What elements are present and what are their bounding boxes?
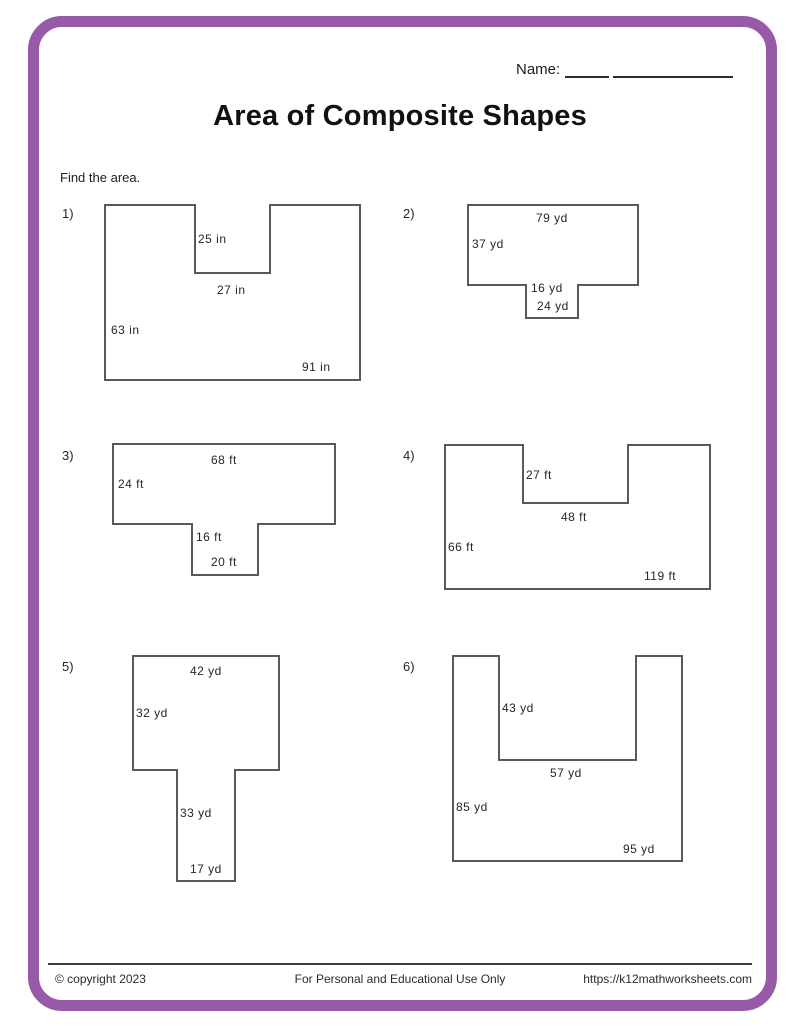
dim-label: 16 yd xyxy=(531,281,563,295)
dim-label: 33 yd xyxy=(180,806,212,820)
problem-number: 4) xyxy=(403,448,415,463)
dim-label: 43 yd xyxy=(502,701,534,715)
problem-number: 2) xyxy=(403,206,415,221)
dim-label: 32 yd xyxy=(136,706,168,720)
page-title: Area of Composite Shapes xyxy=(213,100,587,132)
dim-label: 68 ft xyxy=(211,453,237,467)
problem-number: 6) xyxy=(403,659,415,674)
footer-usage: For Personal and Educational Use Only xyxy=(294,972,506,986)
dim-label: 27 in xyxy=(217,283,246,297)
dim-label: 24 yd xyxy=(537,299,569,313)
problem-number: 3) xyxy=(62,448,74,463)
problem-6-shape xyxy=(452,655,684,863)
footer-site-url: https://k12mathworksheets.com xyxy=(583,972,752,986)
problem-number: 1) xyxy=(62,206,74,221)
problem-5-shape xyxy=(132,655,281,883)
footer-divider xyxy=(48,963,752,965)
dim-label: 16 ft xyxy=(196,530,222,544)
dim-label: 42 yd xyxy=(190,664,222,678)
dim-label: 91 in xyxy=(302,360,331,374)
dim-label: 79 yd xyxy=(536,211,568,225)
dim-label: 37 yd xyxy=(472,237,504,251)
problem-number: 5) xyxy=(62,659,74,674)
dim-label: 24 ft xyxy=(118,477,144,491)
dim-label: 17 yd xyxy=(190,862,222,876)
dim-label: 20 ft xyxy=(211,555,237,569)
name-underline xyxy=(613,58,733,78)
dim-label: 66 ft xyxy=(448,540,474,554)
name-underline xyxy=(565,58,609,78)
shape-outline xyxy=(133,656,279,881)
instruction-text: Find the area. xyxy=(60,170,141,185)
dim-label: 119 ft xyxy=(644,569,677,583)
dim-label: 48 ft xyxy=(561,510,587,524)
name-field-row xyxy=(516,58,733,78)
dim-label: 95 yd xyxy=(623,842,655,856)
dim-label: 85 yd xyxy=(456,800,488,814)
dim-label: 25 in xyxy=(198,232,227,246)
footer-copyright: © copyright 2023 xyxy=(55,972,146,986)
dim-label: 27 ft xyxy=(526,468,552,482)
shape-outline xyxy=(453,656,682,861)
dim-label: 63 in xyxy=(111,323,140,337)
dim-label: 57 yd xyxy=(550,766,582,780)
name-label: Name: xyxy=(516,61,561,78)
